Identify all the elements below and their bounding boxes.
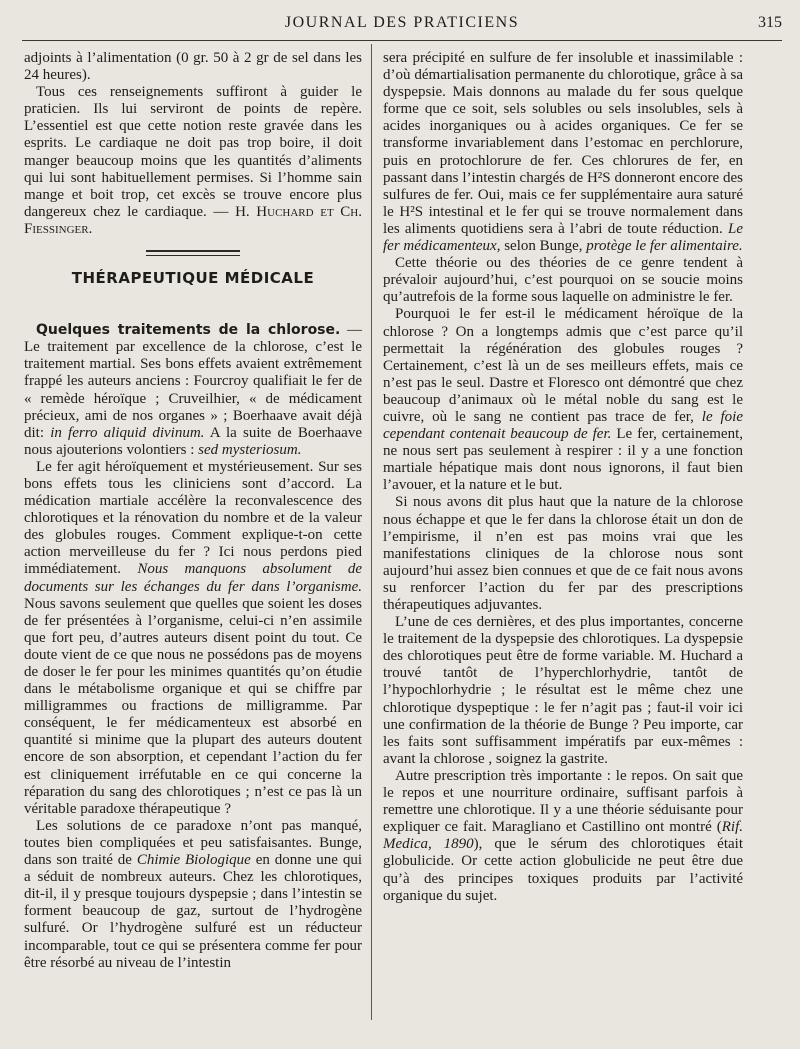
- author-signature: H. Huchard et Ch. Fiessinger.: [24, 203, 363, 237]
- header-rule: [22, 40, 782, 41]
- paragraph: Cette théorie ou des théories de ce genre tendent à prévaloir aujourd’hui, c’est pourquoi on se soucie moins qu’autrefois de la forme sous laquelle on administre le fer.: [383, 255, 743, 306]
- right-column: [383, 50, 743, 905]
- paragraph: Quelques traitements de la chlorose. — Le traitement par excellence de la chlorose, c’est le traitement martial. Ses bons effets avaient extrêmement frappé les auteurs anciens : Fourcroy qualifiait le fer de « remède héroïque ; Cruveilhier, « de médicament précieux, ami de nos organes » ; Boerhaave avait déjà dit: in ferro aliquid divinum. A la suite de Boerhaave nous ajouterions volontiers : sed mysteriosum.: [24, 322, 363, 458]
- paragraph: adjoints à l’alimentation (0 gr. 50 à 2 gr de sel dans les 24 heures).: [24, 50, 362, 84]
- paragraph: Les solutions de ce paradoxe n’ont pas manqué, toutes bien compliquées et peu satisfaisantes. Bunge, dans son traité de Chimie Biologique en donne une qui a séduit de nombreux auteurs. Chez les chlorotiques, dit-il, il y presque toujours dyspepsie ; dans l’intestin se forment beaucoup de gaz, surtout de l’hydrogène sulfuré. Or l’hydrogène sulfuré est un réducteur incomparable, tout ce qui se présentera comme fer pour être résorbé au niveau de l’intestin: [24, 817, 362, 971]
- paragraph: L’une de ces dernières, et des plus importantes, concerne le traitement de la dyspepsie des chlorotiques. La dyspepsie des chlorotiques peut être de forme variable. M. Huchard a trouvé tantôt de l’hyperchlorhydrie, tantôt de l’hypochlorhydrie ; le résultat est le même chez une chlorotique dyspeptique : le fer n’agit pas ; faut-il voir ici une confirmation de la théorie de Bunge ? Peu importe, car les faits sont suffisamment impératifs par eux-mêmes : avant la chlorose , soignez la gastrite.: [383, 614, 743, 767]
- column-divider: [371, 44, 372, 1020]
- article-subheading: Quelques traitements de la chlorose.: [36, 322, 341, 339]
- page-header: [22, 12, 782, 36]
- left-column: [24, 50, 362, 972]
- page-number: 315: [758, 14, 782, 31]
- paragraph: Autre prescription très importante : le repos. On sait que le repos et une nourriture ordinaire, suffisant parfois à remettre une chlorotique. Il y a une théorie séduisante pour expliquer ce fait. Maragliano et Castillino ont montré (Rif. Medica, 1890), que le sérum des chlorotiques était globulicide. Or cette action globulicide ne peut être due qu’à des principes toxiques produits par l’activité organique du sujet.: [383, 767, 743, 904]
- paragraph: Si nous avons dit plus haut que la nature de la chlorose nous échappe et que le fer dans la chlorose était un don de l’empirisme, il n’en est pas moins vrai que les manifestations cliniques de la chlorose nous sont aujourd’hui assez bien connues et que de ce fait nous avons su renforcer l’action du fer par des prescriptions thérapeutiques adjuvantes.: [383, 494, 743, 613]
- paragraph: Le fer agit héroïquement et mystérieusement. Sur ses bons effets tous les cliniciens sont d’accord. La médication martiale accélère la reconvalescence des chlorotiques et la rénovation du nombre et de la valeur des globules rouges. Comment explique-t-on cette action merveilleuse du fer ? Ici nous perdons pied immédiatement. Nous manquons absolument de documents sur les échanges du fer dans l’organisme. Nous savons seulement que quelles que soient les doses de fer présentées à l’organisme, celui-ci n’en assimile que fort peu, d’autres auteurs disent point du tout. Ce doute vient de ce que nous ne possédons pas de moyens de doser le fer pour les minimes quantités qu’on étudie dans le métabolisme organique et qui se chiffre par milligrammes ou fractions de milligramme. Par conséquent, le fer médicamenteux est absorbé en quantité si minime que la plupart des auteurs doutent encore de son absorption, et cependant l’action du fer est cliniquement irréfutable en ce qui concerne la réparation du sang des chlorotiques ; n’est ce pas là un véritable paradoxe thérapeutique ?: [24, 458, 362, 817]
- paragraph: Tous ces renseignements suffiront à guider le praticien. Ils lui serviront de points de repère. L’essentiel est que cette notion reste gravée dans les esprits. Le cardiaque ne doit pas trop boire, il doit manger beaucoup moins que les quantités d’aliments qui lui sont habituellement permises. Si l’homme sain mange et boit trop, cet excès se trouve encore plus dangereux chez le cardiaque. — H. Huchard et Ch. Fiessinger.: [24, 84, 363, 237]
- paragraph: Pourquoi le fer est-il le médicament héroïque de la chlorose ? On a longtemps admis que c’est parce qu’il permettait la régénération des globules rouges ? Certainement, c’est là un de ses meilleurs effets, mais ce n’est pas le seul. Dastre et Floresco ont démontré que chez beaucoup d’animaux où le métal noble du sang est le cuivre, où le sang ne contient pas trace de fer, le foie cependant contenait beaucoup de fer. Le fer, certainement, ne nous sert pas seulement à respirer : il y a une fonction martiale hépatique mais dont nous ignorons, il faut bien l’avouer, et la nature et le but.: [383, 306, 743, 494]
- journal-title: JOURNAL DES PRATICIENS: [284, 14, 520, 31]
- section-divider-ornament: [146, 250, 240, 256]
- section-heading: THÉRAPEUTIQUE MÉDICALE: [71, 269, 315, 288]
- paragraph: sera précipité en sulfure de fer insoluble et inassimilable : d’où démartialisation permanente du chlorotique, grâce à sa dyspepsie. Mais donnons au malade du fer sous quelque forme que ce soit, sels solubles ou sels insolubles, sels à acides inorganiques ou à acides organiques. Ce fer se transforme invariablement dans l’estomac en perchlorure, puis en protochlorure de fer. Ces chlorures de fer, en passant dans l’intestin chargés de H²S donneront encore des sulfures de fer. Oui, mais ce fer supplémentaire aura saturé le H²S intestinal et le fer qui se trouve normalement dans les aliments quotidiens sera à l’abri de toute réduction. Le fer médicamenteux, selon Bunge, protège le fer alimentaire.: [383, 50, 743, 255]
